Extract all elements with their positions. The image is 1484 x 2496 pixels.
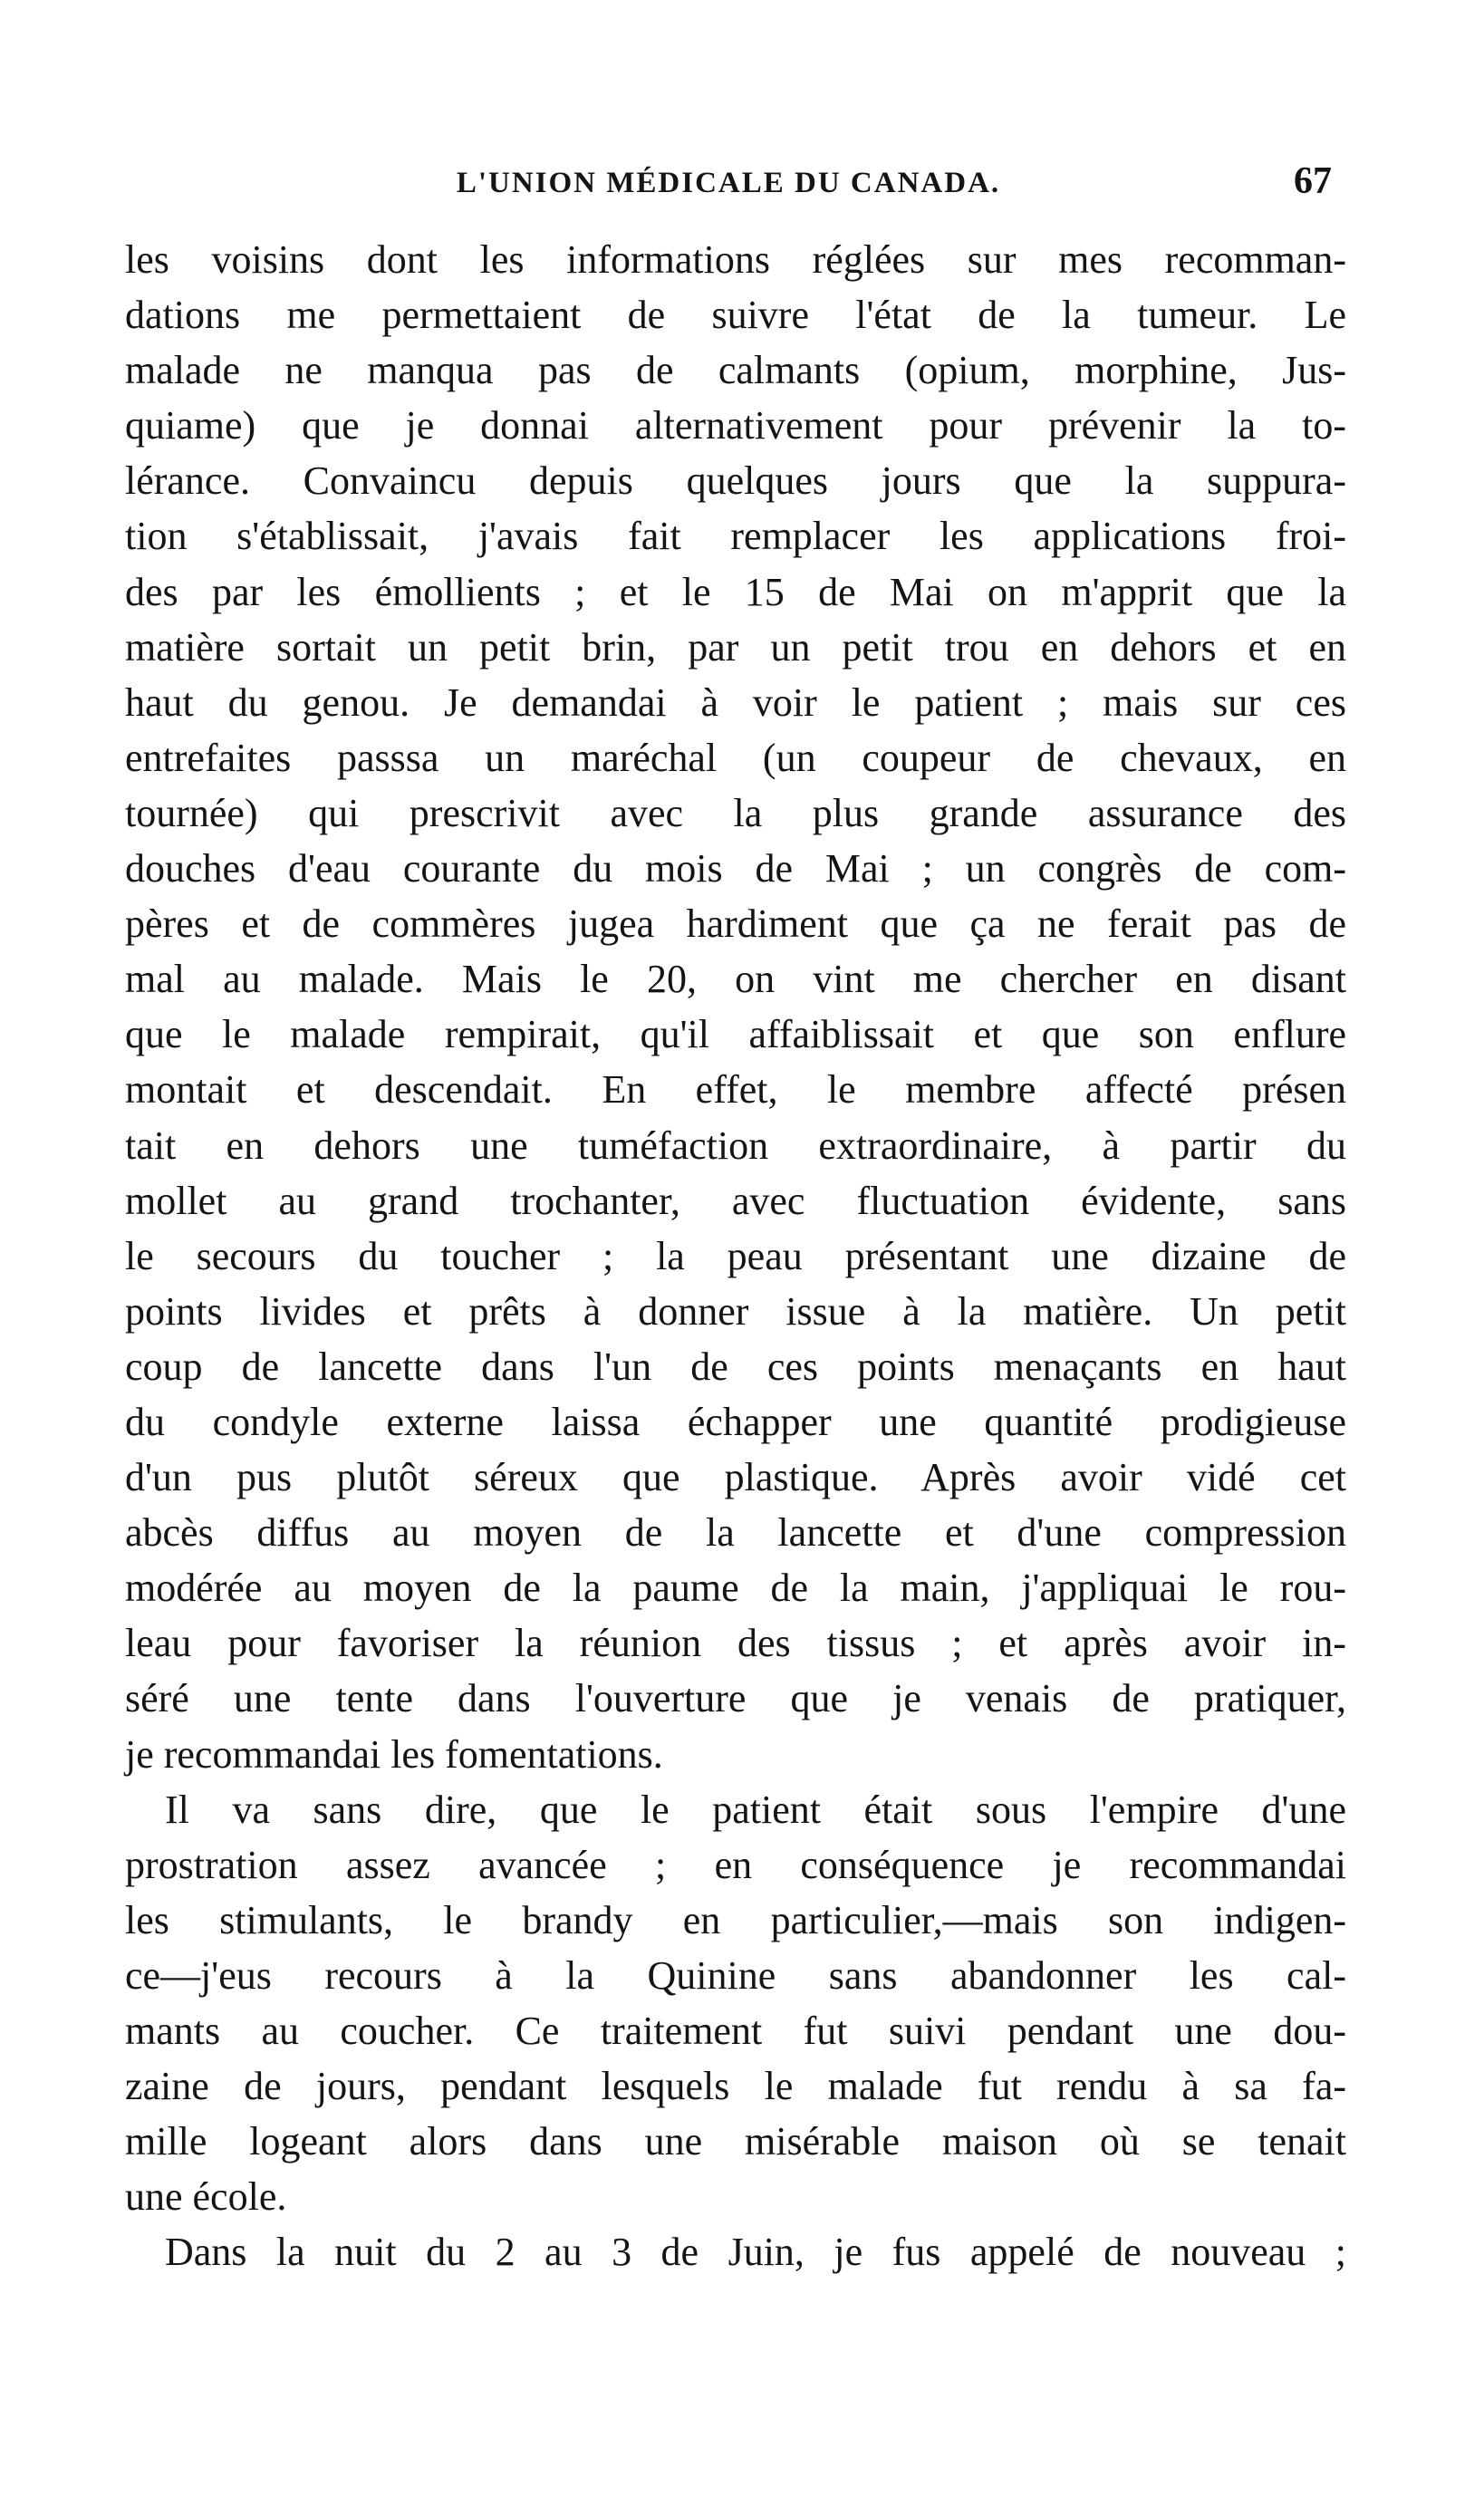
text-line: le secours du toucher ; la peau présentant une dizaine de <box>125 1233 1346 1278</box>
text-line: mal au malade. Mais le 20, on vint me chercher en disant <box>125 957 1346 1002</box>
text-line: d'un pus plutôt séreux que plastique. Après avoir vidé cet <box>125 1455 1346 1500</box>
text-line: les voisins dont les informations réglées sur mes recomman- <box>125 237 1346 282</box>
body-text <box>125 232 1346 2279</box>
text-line: Dans la nuit du 2 au 3 de Juin, je fus appelé de nouveau ; <box>165 2230 1346 2275</box>
text-line: séré une tente dans l'ouverture que je venais de pratiquer, <box>125 1676 1346 1721</box>
text-line: matière sortait un petit brin, par un petit trou en dehors et en <box>125 624 1346 670</box>
text-line: tournée) qui prescrivit avec la plus grande assurance des <box>125 790 1346 835</box>
text-line: mants au coucher. Ce traitement fut suivi pendant une dou- <box>125 2009 1346 2053</box>
page-number: 67 <box>1294 160 1332 202</box>
paragraph <box>125 232 1346 1782</box>
journal-title: L'UNION MÉDICALE DU CANADA. <box>456 167 1001 199</box>
text-line: zaine de jours, pendant lesquels le malade fut rendu à sa fa- <box>125 2064 1346 2109</box>
text-line: ce—j'eus recours à la Quinine sans abandonner les cal- <box>125 1952 1346 1998</box>
text-line: Il va sans dire, que le patient était sous l'empire d'une <box>165 1787 1346 1832</box>
text-line: je recommandai les fomentations. <box>125 1731 663 1777</box>
text-line: points livides et prêts à donner issue à la matière. Un petit <box>125 1288 1346 1334</box>
text-line: malade ne manqua pas de calmants (opium, morphine, Jus- <box>125 348 1346 393</box>
paragraph <box>125 1782 1346 2225</box>
text-line: du condyle externe laissa échapper une quantité prodigieuse <box>125 1399 1346 1444</box>
text-line: dations me permettaient de suivre l'état de la tumeur. Le <box>125 293 1346 338</box>
text-line: prostration assez avancée ; en conséquence je recommandai <box>125 1842 1346 1887</box>
text-line: abcès diffus au moyen de la lancette et d'une compression <box>125 1510 1346 1556</box>
text-line: lérance. Convaincu depuis quelques jours que la suppura- <box>125 458 1346 504</box>
text-line: quiame) que je donnai alternativement pour prévenir la to- <box>125 403 1346 448</box>
text-line: douches d'eau courante du mois de Mai ; un congrès de com- <box>125 846 1346 891</box>
text-line: des par les émollients ; et le 15 de Mai on m'apprit que la <box>125 569 1346 614</box>
text-line: tait en dehors une tuméfaction extraordinaire, à partir du <box>125 1123 1346 1168</box>
text-line: haut du genou. Je demandai à voir le patient ; mais sur ces <box>125 679 1346 725</box>
text-line: mollet au grand trochanter, avec fluctuation évidente, sans <box>125 1178 1346 1223</box>
text-line: leau pour favoriser la réunion des tissus ; et après avoir in- <box>125 1621 1346 1666</box>
text-line: pères et de commères jugea hardiment que ça ne ferait pas de <box>125 901 1346 947</box>
running-head <box>125 159 1332 214</box>
text-line: tion s'établissait, j'avais fait remplacer les applications froi- <box>125 514 1346 559</box>
paragraph <box>125 2224 1346 2279</box>
text-line: montait et descendait. En effet, le membre affecté présen <box>125 1067 1346 1113</box>
text-line: une école. <box>125 2174 287 2220</box>
text-line: modérée au moyen de la paume de la main, j'appliquai le rou- <box>125 1566 1346 1611</box>
text-line: entrefaites passsa un maréchal (un coupeur de chevaux, en <box>125 735 1346 780</box>
text-line: les stimulants, le brandy en particulier,—mais son indigen- <box>125 1897 1346 1942</box>
text-line: que le malade rempirait, qu'il affaiblissait et que son enflure <box>125 1012 1346 1057</box>
text-line: mille logeant alors dans une misérable maison où se tenait <box>125 2119 1346 2164</box>
text-line: coup de lancette dans l'un de ces points menaçants en haut <box>125 1344 1346 1389</box>
